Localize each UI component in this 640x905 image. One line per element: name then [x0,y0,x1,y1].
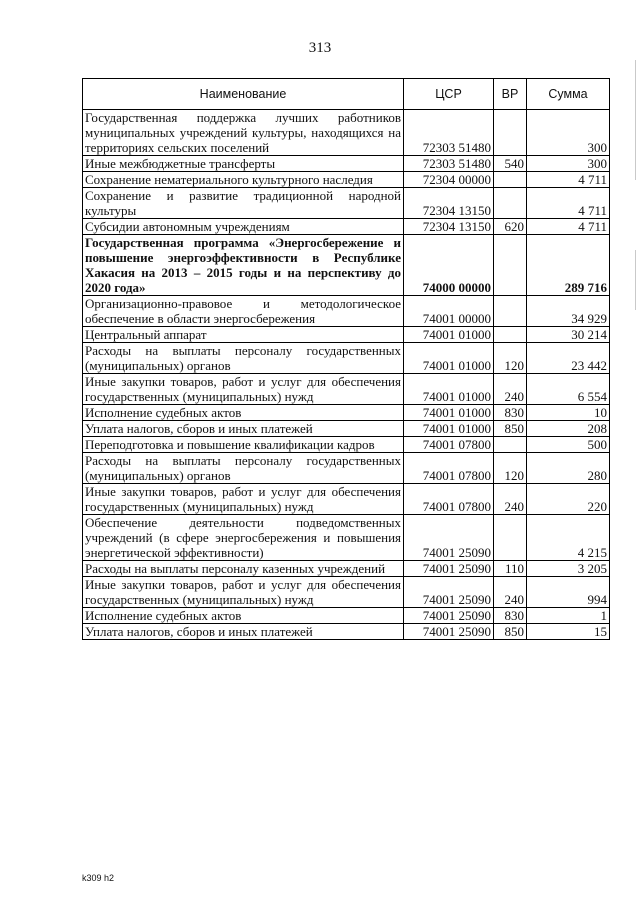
cell-csr: 72304 13150 [404,219,494,235]
cell-vr: 240 [494,484,527,515]
cell-vr: 620 [494,219,527,235]
cell-vr: 850 [494,421,527,437]
page-number: 313 [308,40,332,56]
header-vr: ВР [494,79,527,110]
cell-sum: 500 [527,437,610,453]
budget-table [82,78,610,640]
cell-csr: 74001 25090 [404,561,494,577]
cell-vr [494,172,527,188]
cell-sum: 220 [527,484,610,515]
cell-vr: 120 [494,343,527,374]
table-row [83,374,610,405]
table-row [83,235,610,296]
header-csr: ЦСР [404,79,494,110]
cell-vr [494,188,527,219]
cell-vr: 830 [494,608,527,624]
cell-sum: 300 [527,110,610,156]
cell-csr: 74001 07800 [404,453,494,484]
cell-vr: 120 [494,453,527,484]
cell-sum: 1 [527,608,610,624]
cell-sum: 280 [527,453,610,484]
cell-vr [494,110,527,156]
scan-edge-mark [635,60,636,180]
cell-csr: 74001 25090 [404,608,494,624]
cell-sum: 300 [527,156,610,172]
cell-vr [494,327,527,343]
scan-edge-mark [635,250,636,310]
cell-vr: 240 [494,577,527,608]
cell-csr: 74000 00000 [404,235,494,296]
cell-sum: 208 [527,421,610,437]
cell-csr: 72304 13150 [404,188,494,219]
cell-name: Переподготовка и повышение квалификации кадров [83,437,404,453]
cell-name: Государственная поддержка лучших работников муниципальных учреждений культуры, находящихся на территориях сельских поселений [83,110,404,156]
cell-sum: 10 [527,405,610,421]
cell-name: Расходы на выплаты персоналу государственных (муниципальных) органов [83,343,404,374]
table-row [83,421,610,437]
table-row [83,561,610,577]
cell-csr: 74001 01000 [404,405,494,421]
cell-name: Иные закупки товаров, работ и услуг для обеспечения государственных (муниципальных) нужд [83,484,404,515]
header-sum: Сумма [527,79,610,110]
cell-sum: 4 215 [527,515,610,561]
cell-sum: 994 [527,577,610,608]
cell-csr: 74001 07800 [404,437,494,453]
cell-sum: 6 554 [527,374,610,405]
table-header-row [83,79,610,110]
cell-name: Иные межбюджетные трансферты [83,156,404,172]
cell-csr: 74001 25090 [404,577,494,608]
table-row [83,405,610,421]
cell-sum: 289 716 [527,235,610,296]
cell-csr: 74001 00000 [404,296,494,327]
cell-sum: 15 [527,624,610,640]
cell-vr [494,296,527,327]
cell-sum: 30 214 [527,327,610,343]
cell-sum: 4 711 [527,219,610,235]
cell-csr: 74001 01000 [404,421,494,437]
table-row [83,343,610,374]
cell-name: Уплата налогов, сборов и иных платежей [83,624,404,640]
table-row [83,172,610,188]
table-row [83,577,610,608]
cell-name: Расходы на выплаты персоналу казенных учреждений [83,561,404,577]
cell-csr: 72304 00000 [404,172,494,188]
cell-csr: 72303 51480 [404,156,494,172]
table-row [83,156,610,172]
table-row [83,624,610,640]
cell-csr: 74001 25090 [404,624,494,640]
cell-name: Уплата налогов, сборов и иных платежей [83,421,404,437]
table-row [83,453,610,484]
table-row [83,219,610,235]
cell-csr: 74001 01000 [404,327,494,343]
cell-vr: 850 [494,624,527,640]
cell-sum: 4 711 [527,172,610,188]
table-body [83,110,610,640]
cell-sum: 34 929 [527,296,610,327]
cell-name: Обеспечение деятельности подведомственных учреждений (в сфере энергосбережения и повышения энергетической эффективности) [83,515,404,561]
cell-vr [494,437,527,453]
cell-sum: 4 711 [527,188,610,219]
cell-csr: 74001 01000 [404,343,494,374]
footer-code: k309 h2 [82,873,115,883]
cell-csr: 72303 51480 [404,110,494,156]
cell-name: Государственная программа «Энергосбережение и повышение энергоэффективности в Республике Хакасия на 2013 – 2015 годы и на перспективу до 2020 года» [83,235,404,296]
table-row [83,296,610,327]
cell-vr: 540 [494,156,527,172]
cell-vr [494,235,527,296]
cell-vr: 110 [494,561,527,577]
header-name: Наименование [83,79,404,110]
cell-name: Расходы на выплаты персоналу государственных (муниципальных) органов [83,453,404,484]
cell-name: Центральный аппарат [83,327,404,343]
cell-sum: 3 205 [527,561,610,577]
table-row [83,608,610,624]
cell-vr: 830 [494,405,527,421]
cell-name: Исполнение судебных актов [83,608,404,624]
table-row [83,110,610,156]
table-row [83,484,610,515]
cell-name: Сохранение нематериального культурного наследия [83,172,404,188]
cell-name: Иные закупки товаров, работ и услуг для обеспечения государственных (муниципальных) нужд [83,577,404,608]
cell-csr: 74001 25090 [404,515,494,561]
table-row [83,327,610,343]
cell-csr: 74001 07800 [404,484,494,515]
cell-name: Исполнение судебных актов [83,405,404,421]
table-row [83,515,610,561]
cell-name: Сохранение и развитие традиционной народной культуры [83,188,404,219]
cell-vr [494,515,527,561]
table-row [83,437,610,453]
cell-csr: 74001 01000 [404,374,494,405]
cell-name: Организационно-правовое и методологическое обеспечение в области энергосбережения [83,296,404,327]
cell-name: Иные закупки товаров, работ и услуг для обеспечения государственных (муниципальных) нужд [83,374,404,405]
table-row [83,188,610,219]
cell-vr: 240 [494,374,527,405]
cell-name: Субсидии автономным учреждениям [83,219,404,235]
cell-sum: 23 442 [527,343,610,374]
